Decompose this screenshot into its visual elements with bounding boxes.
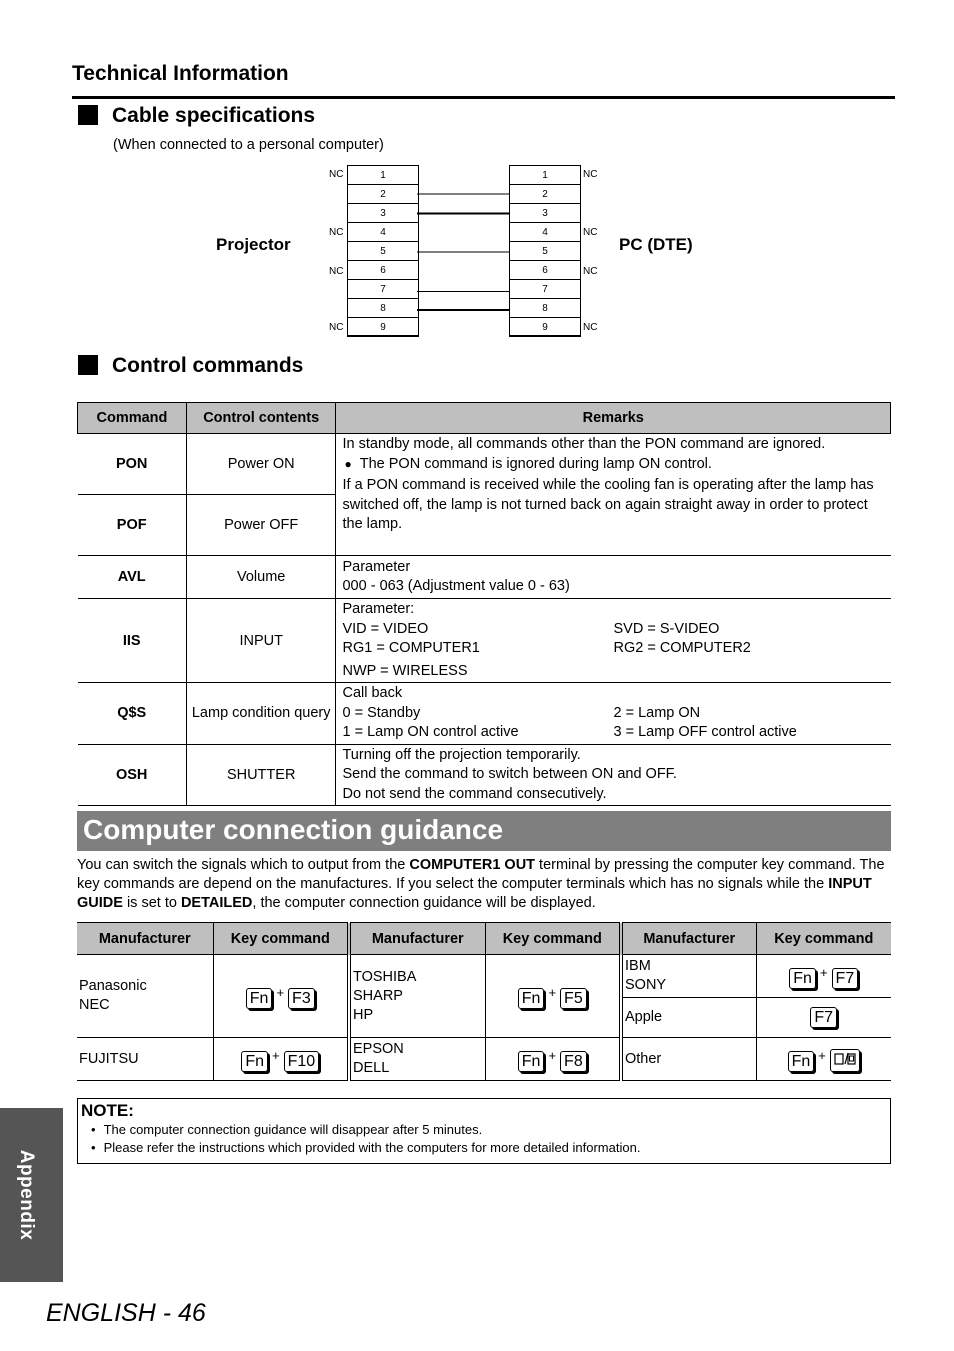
guide-intro (77, 856, 891, 913)
intro-text: is set to (122, 895, 181, 911)
plus-sign: + (819, 965, 828, 980)
pc-pin-block (509, 165, 581, 337)
col-key-command: Key command (756, 923, 891, 955)
nc-label: NC (583, 322, 598, 333)
plus-sign: + (818, 1048, 826, 1063)
cmd-cell: OSH (78, 744, 187, 806)
fn-key: Fn (518, 1051, 545, 1072)
pin: 5 (510, 242, 580, 261)
plus-sign: + (272, 1048, 280, 1063)
key-command-cell (756, 998, 891, 1038)
intro-bold: INPUT GUIDE (77, 876, 872, 911)
pin: 4 (510, 223, 580, 242)
intro-text: , the computer connection guidance will be displayed. (252, 895, 596, 911)
square-bullet-icon (78, 355, 98, 375)
remark-text: 1 = Lamp ON control active (342, 724, 519, 740)
manufacturer-cell (621, 998, 756, 1038)
col-control-contents: Control contents (186, 403, 336, 434)
pin: 9 (348, 318, 418, 337)
content-cell: SHUTTER (186, 744, 336, 806)
fn-key: Fn (241, 1051, 268, 1072)
remark-text: VID = VIDEO (342, 620, 429, 637)
remark-pair (342, 620, 884, 640)
remark-pair (342, 723, 884, 743)
pin: 7 (510, 280, 580, 299)
cmd-cell: POF (78, 495, 187, 556)
plus-sign: + (276, 985, 285, 1000)
remark-line: NWP = WIRELESS (342, 662, 468, 679)
pin: 3 (510, 204, 580, 223)
nc-label: NC (583, 227, 598, 238)
fn-key: Fn (246, 988, 273, 1009)
content-cell: Power ON (186, 434, 336, 495)
pin: 8 (510, 299, 580, 318)
f5-key: F5 (560, 988, 587, 1009)
pin: 6 (348, 261, 418, 280)
plus-sign: + (548, 1048, 557, 1063)
cmd-cell: Q$S (78, 683, 187, 745)
note-item: • The computer connection guidance will disappear after 5 minutes. (81, 1121, 890, 1139)
remarks-cell (336, 434, 891, 556)
nc-label: NC (329, 169, 344, 180)
appendix-tab (0, 1108, 63, 1282)
manufacturer-name: DELL (353, 1060, 390, 1076)
remark-text: 0 = Standby (342, 704, 421, 721)
pin: 2 (510, 185, 580, 204)
manufacturer-cell (621, 1038, 756, 1081)
key-command-table (77, 922, 891, 1081)
nc-label: NC (329, 322, 344, 333)
intro-text: You can switch the signals which to output from the (77, 857, 410, 873)
table-row (78, 744, 891, 806)
pc-label: PC (DTE) (619, 235, 693, 254)
pin: 6 (510, 261, 580, 280)
col-key-command: Key command (485, 923, 621, 955)
note-title: NOTE: (81, 1101, 134, 1120)
appendix-label: Appendix (16, 1149, 37, 1241)
remark-line: Turning off the projection temporarily. (342, 746, 581, 763)
note-item: • Please refer the instructions which provided with the computers for more detailed information. (81, 1139, 890, 1157)
manufacturer-name: SONY (625, 977, 667, 993)
pin: 4 (348, 223, 418, 242)
manufacturer-name: FUJITSU (79, 1050, 139, 1067)
guide-banner: Computer connection guidance (77, 811, 891, 851)
manufacturer-name: TOSHIBA (353, 968, 417, 985)
remark-text: 3 = Lamp OFF control active (613, 724, 797, 740)
manufacturer-name: SHARP (353, 987, 403, 1004)
f7-key: F7 (832, 968, 859, 989)
remark-line: Do not send the command consecutively. (342, 785, 607, 802)
pin: 7 (348, 280, 418, 299)
col-manufacturer: Manufacturer (621, 923, 756, 955)
col-manufacturer: Manufacturer (77, 923, 213, 955)
remark-text: RG2 = COMPUTER2 (613, 640, 751, 656)
content-cell: Power OFF (186, 495, 336, 556)
manufacturer-cell (349, 1038, 485, 1081)
col-key-command: Key command (213, 923, 349, 955)
remark-text: RG1 = COMPUTER1 (342, 640, 480, 656)
remark-line: Parameter: (342, 601, 415, 617)
col-manufacturer: Manufacturer (349, 923, 485, 955)
nc-label: NC (329, 266, 344, 277)
note-box (77, 1098, 891, 1164)
remark-line: Call back (342, 685, 403, 701)
manufacturer-name: IBM (625, 958, 651, 974)
content-cell: Volume (186, 556, 336, 599)
cmd-cell: AVL (78, 556, 187, 599)
key-command-cell (756, 955, 891, 998)
pin: 1 (348, 166, 418, 185)
key-command-cell (213, 955, 349, 1038)
key-command-cell (485, 955, 621, 1038)
manufacturer-name: NEC (79, 997, 110, 1013)
page-number: ENGLISH - 46 (46, 1299, 206, 1327)
cmd-cell: PON (78, 434, 187, 495)
cable-spec-heading (78, 104, 315, 128)
remark-bullet: ● The PON command is ignored during lamp ON control. (342, 455, 884, 475)
intro-text: terminal by pressing the computer key command. The key commands are depend on the manufactures. If you select the computer terminals which has no signals while the (77, 857, 885, 892)
fn-key: Fn (788, 1051, 815, 1072)
remark-line: Send the command to switch between ON and OFF. (342, 766, 677, 782)
manufacturer-cell (621, 955, 756, 998)
title-rule (72, 96, 895, 99)
manufacturer-name: Panasonic (79, 978, 147, 994)
content-cell: INPUT (186, 599, 336, 683)
manufacturer-cell (349, 955, 485, 1038)
remark-line: In standby mode, all commands other than the PON command are ignored. (342, 436, 826, 452)
remark-pair (342, 639, 884, 659)
manufacturer-name: EPSON (353, 1041, 404, 1057)
col-remarks: Remarks (336, 403, 891, 434)
remark-line: 000 - 063 (Adjustment value 0 - 63) (342, 578, 570, 594)
remark-line: If a PON command is received while the cooling fan is operating after the lamp has switched off, the lamp is not turned back on again straight away in order to protect the lamp. (342, 477, 874, 532)
display-switch-key-icon (830, 1049, 860, 1072)
remarks-cell (336, 744, 891, 806)
plus-sign: + (548, 985, 557, 1000)
nc-label: NC (329, 227, 344, 238)
pin: 3 (348, 204, 418, 223)
remarks-cell (336, 683, 891, 745)
intro-bold: DETAILED (180, 895, 253, 911)
table-row (77, 955, 891, 998)
table-header-row (78, 403, 891, 434)
pin: 5 (348, 242, 418, 261)
cable-note: (When connected to a personal computer) (113, 137, 384, 153)
fn-key: Fn (789, 968, 816, 989)
manufacturer-name: Other (625, 1050, 662, 1067)
nc-label: NC (583, 169, 598, 180)
cmd-cell: IIS (78, 599, 187, 683)
content-cell: Lamp condition query (186, 683, 336, 745)
nc-label: NC (583, 266, 598, 277)
table-row (78, 556, 891, 599)
f3-key: F3 (288, 988, 315, 1009)
pin: 9 (510, 318, 580, 337)
control-commands-heading (78, 354, 303, 378)
cable-spec-title: Cable specifications (112, 104, 316, 127)
key-command-cell (756, 1038, 891, 1081)
remarks-cell (336, 599, 891, 683)
remark-text: SVD = S-VIDEO (613, 620, 720, 637)
f7-key: F7 (810, 1007, 837, 1028)
control-commands-table (77, 402, 891, 806)
table-row (78, 683, 891, 745)
table-row (77, 1038, 891, 1081)
f10-key: F10 (284, 1051, 320, 1072)
projector-pin-block (347, 165, 419, 337)
table-row (78, 434, 891, 495)
manufacturer-cell (77, 1038, 213, 1081)
wiring-lines (417, 165, 510, 341)
square-bullet-icon (78, 105, 98, 125)
table-row (78, 599, 891, 683)
manufacturer-name: HP (353, 1006, 374, 1023)
table-header-row (77, 923, 891, 955)
manufacturer-name: Apple (625, 1009, 663, 1025)
fn-key: Fn (518, 988, 545, 1009)
key-command-cell (213, 1038, 349, 1081)
intro-bold: COMPUTER1 OUT (409, 857, 536, 873)
f8-key: F8 (560, 1051, 587, 1072)
control-commands-title: Control commands (112, 354, 304, 377)
projector-label: Projector (216, 235, 291, 254)
remark-line: Parameter (342, 558, 411, 575)
col-command: Command (78, 403, 187, 434)
remark-text: 2 = Lamp ON (613, 704, 701, 721)
key-command-cell (485, 1038, 621, 1081)
remark-pair (342, 704, 884, 724)
remarks-cell (336, 556, 891, 599)
pin: 2 (348, 185, 418, 204)
pin: 8 (348, 299, 418, 318)
pin: 1 (510, 166, 580, 185)
manufacturer-cell (77, 955, 213, 1038)
section-title: Technical Information (72, 62, 289, 85)
